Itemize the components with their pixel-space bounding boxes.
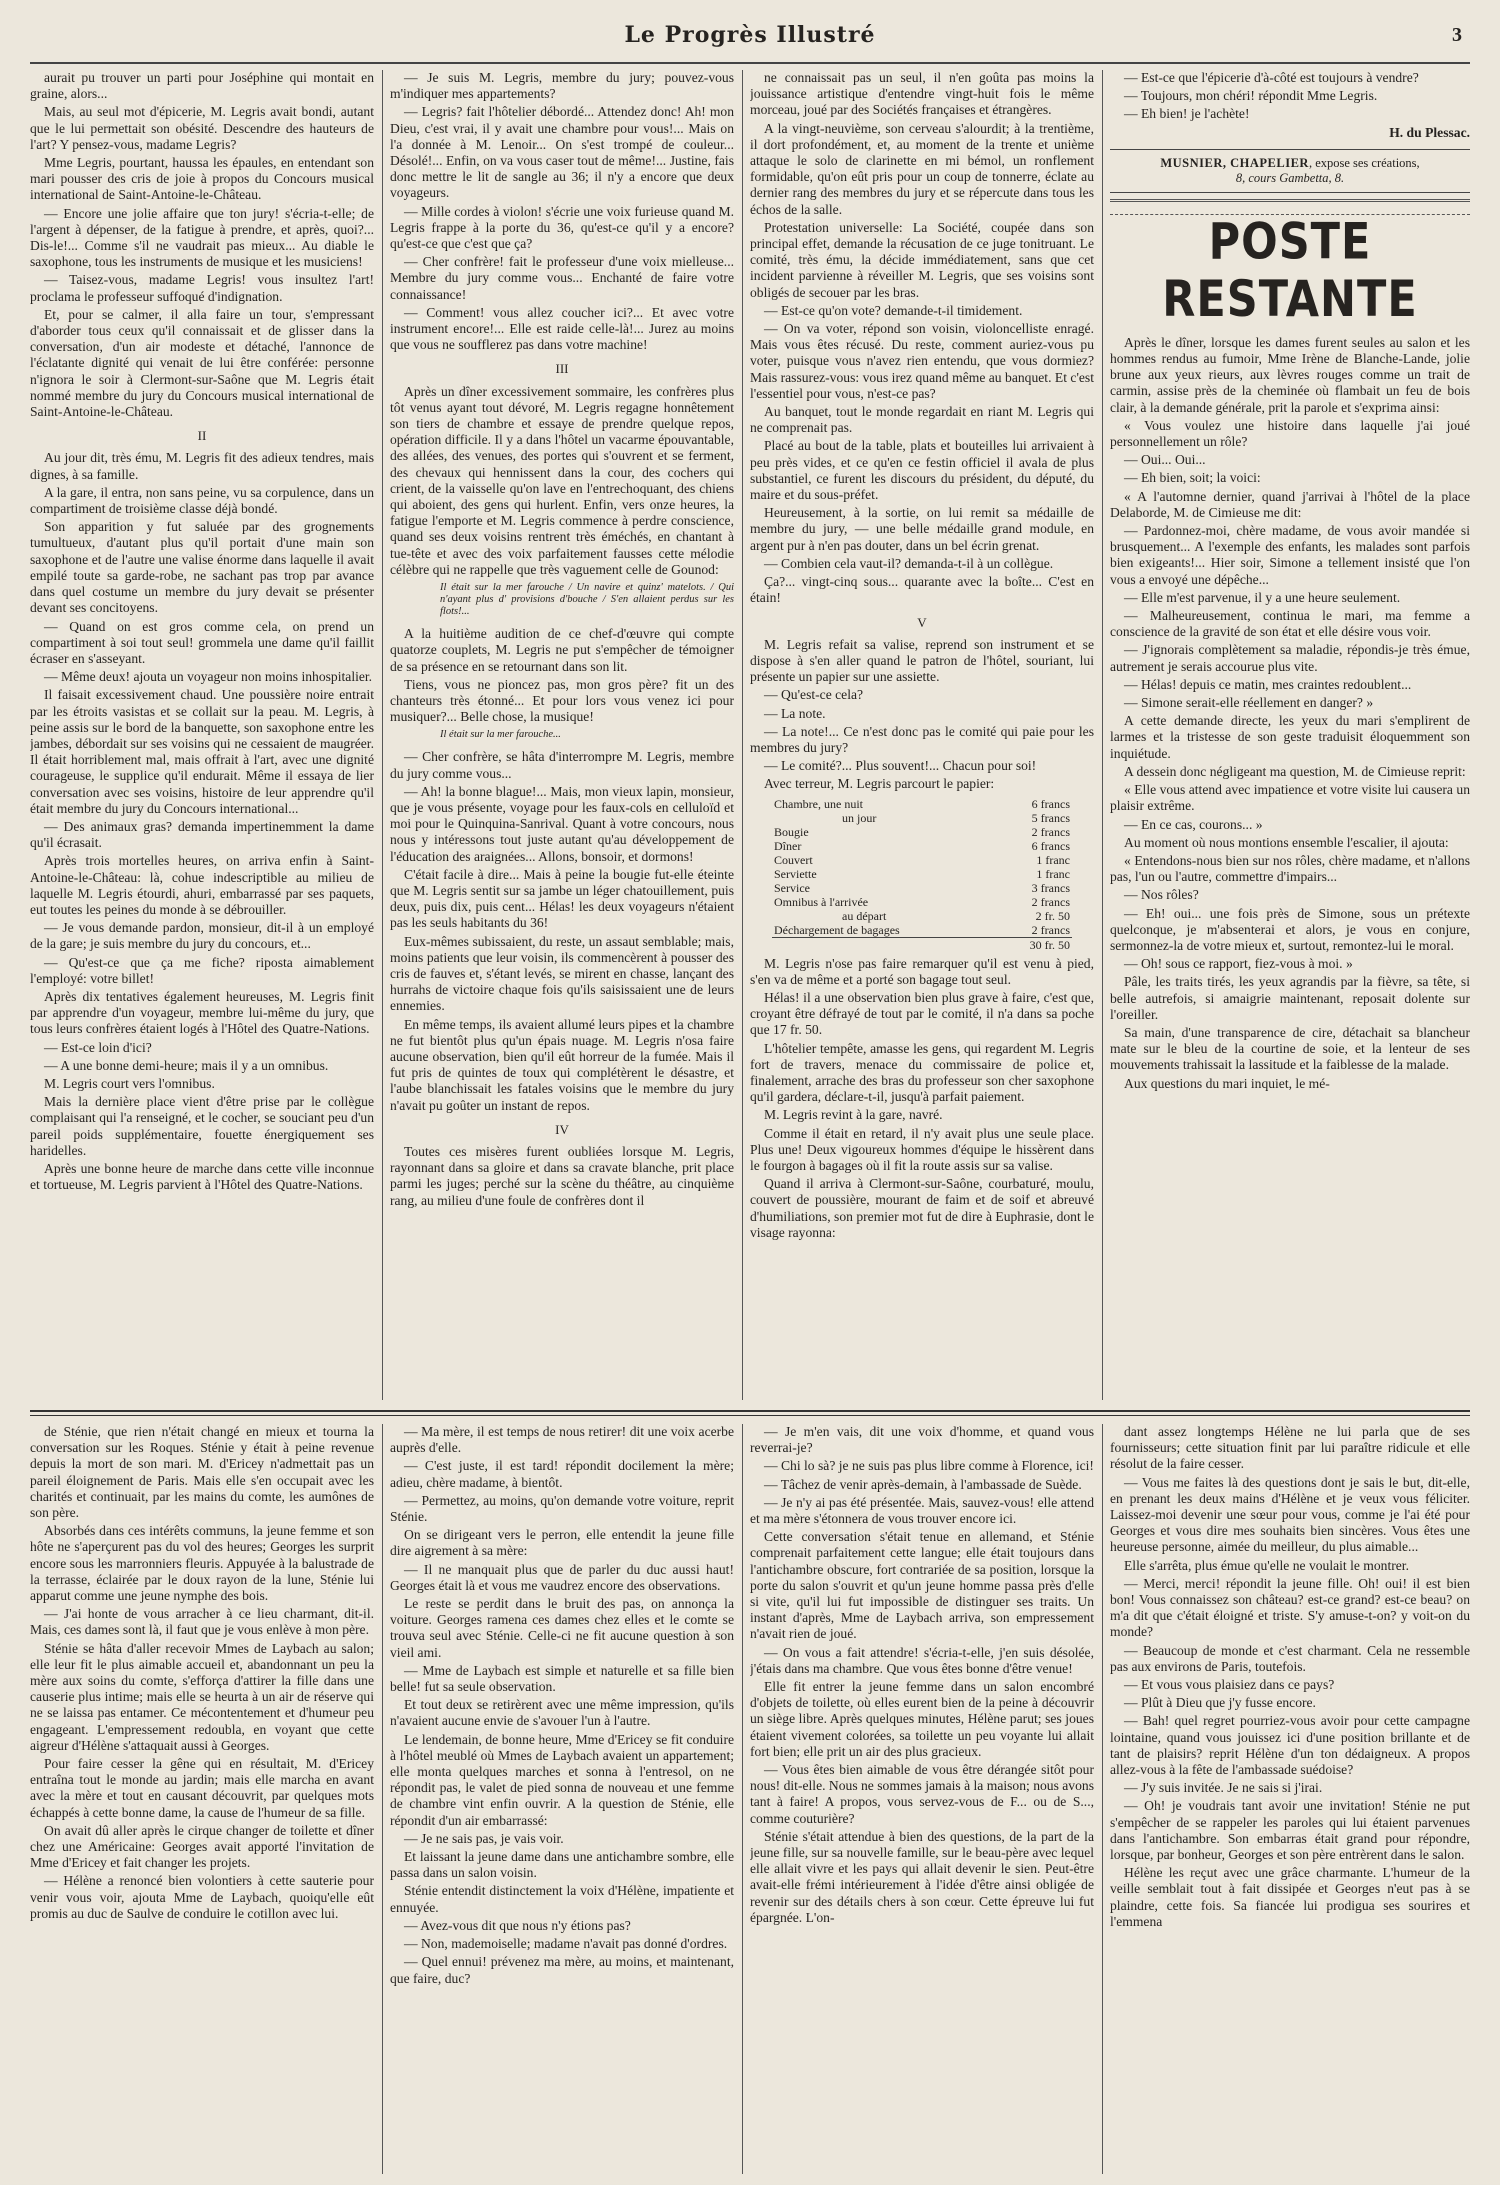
paragraph: — Permettez, au moins, qu'on demande votre voiture, reprit Sténie. [390, 1492, 734, 1525]
hotel-bill [772, 797, 1072, 952]
newspaper-title: Le Progrès Illustré [624, 22, 876, 48]
paragraph: dant assez longtemps Hélène ne lui parla que de ses fournisseurs; cette situation finit par lui paraître ridicule et elle résolut de la faire cesser. [1110, 1424, 1470, 1472]
paragraph: « Vous voulez une histoire dans laquelle j'ai joué personnellement un rôle? [1110, 417, 1470, 450]
paragraph: Quand il arriva à Clermont-sur-Saône, courbaturé, moulu, couvert de poussière, mourant de faim et de soif et abreuvé d'humiliations, son premier mot fut de dire à Euphrasie, dont le visage rayonna: [750, 1176, 1094, 1240]
paragraph: Mais la dernière place vient d'être prise par le collègue complaisant qui l'a renseigné, et le cocher, se souciant peu d'un pareil poids supplémentaire, fouette énergiquement ses haridelles. [30, 1094, 374, 1158]
bill-price: 2 francs [1031, 922, 1070, 937]
paragraph: — Chi lo sà? je ne suis pas plus libre comme à Florence, ici! [764, 1458, 1094, 1474]
paragraph: Pâle, les traits tirés, les yeux agrandis par la fièvre, sa tête, si belle autrefois, si amaigrie maintenant, reposait dolente sur l'oreiller. [1110, 974, 1470, 1022]
bill-item: au départ [842, 908, 887, 923]
paragraph: de Sténie, que rien n'était changé en mieux et tourna la conversation sur les Roques. Sténie y était à peine revenue depuis la mort de son mari. M. d'Ericey n'admettait pas un pareil éloignement de Paris. Mais elle s'en occupait avec les charités et continuait, par les mains du comte, les aumônes de son père. [30, 1424, 374, 1521]
paragraph: « A l'automne dernier, quand j'arrivai à l'hôtel de la place Delaborde, M. de Cimieuse me dit: [1110, 488, 1470, 520]
paragraph: — Hélas! depuis ce matin, mes craintes redoublent... [1124, 676, 1412, 692]
paragraph: — Des animaux gras? demanda impertinemment la dame qu'il écrasait. [30, 818, 374, 851]
paragraph: — Comment! vous allez coucher ici?... Et avec votre instrument encore!... Elle est raide celle-là!... Jurez au moins que vous ne soufflerez pas dans votre machine! [390, 304, 734, 353]
paragraph: M. Legris n'ose pas faire remarquer qu'il est venu à pied, s'en va de même et a porté son bagage tout seul. [750, 955, 1094, 987]
paragraph: — Qu'est-ce cela? [764, 687, 864, 703]
bill-total: 30 fr. 50 [996, 937, 1072, 952]
paragraph: Heureusement, à la sortie, on lui remit sa médaille de membre du jury, — une belle médaille grand module, en argent pur à n'en pas douter, dans un bel écrin grenat. [750, 505, 1094, 553]
paragraph: — Mme de Laybach est simple et naturelle et sa fille bien belle! fut sa seule observation. [390, 1662, 734, 1695]
bill-price: 3 francs [1031, 880, 1070, 895]
paragraph: Après dix tentatives également heureuses, M. Legris finit par apprendre d'un voyageur, membre lui-même du jury, que tous leurs confrères étaient logés à l'Hôtel des Quatre-Nations. [30, 988, 374, 1037]
bottom-column-4 [1110, 1424, 1470, 2174]
paragraph: — Combien cela vaut-il? demanda-t-il à un collègue. [764, 555, 1054, 571]
masthead [30, 14, 1470, 64]
paragraph: Au moment où nous montions ensemble l'escalier, il ajouta: [1124, 834, 1449, 850]
column-rule [1102, 1424, 1103, 2174]
paragraph: Son apparition y fut saluée par des grognements tumultueux, d'autant plus qu'il portait d'une main son saxophone et de l'autre une valise énorme dans laquelle il avait empilé toute sa garde-robe, ne sachant pas trop par avance dans quel costume un membre du jury devait se présenter devant ses concitoyens. [30, 519, 374, 616]
paragraph: Sténie entendit distinctement la voix d'Hélène, impatiente et ennuyée. [390, 1883, 734, 1915]
paragraph: Et, pour se calmer, il alla faire un tour, s'empressant d'aborder tous ceux qu'il connaissait et de glisser dans la conversation, d'un air modeste et détaché, l'annonce de l'éclatante dignité qui venait de lui être conférée: personne n'ignora le soir à Clermont-sur-Saône que M. Legris était nommé membre du jury du Concours musical international de Saint-Antoine-le-Château. [30, 306, 374, 420]
paragraph: Sténie se hâta d'aller recevoir Mmes de Laybach au salon; elle leur fit le plus aimable accueil et, abandonnant un peu la mère aux soins du comte, s'efforça d'attirer la fille dans une causerie plus intime; mais elle se heurta à un air de réserve qui ne se laissa pas entamer. Ce mécontentement et d'humeur peu engageant. L'empressement redoubla, en voyant que cette aigreur d'Hélène s'attaquait aussi à Georges. [30, 1640, 374, 1753]
paragraph: — Elle m'est parvenue, il y a une heure seulement. [1124, 589, 1401, 605]
top-column-4 [1110, 70, 1470, 1400]
paragraph: Elle fit entrer la jeune femme dans un salon encombré d'objets de toilette, où elles eurent bien de la peine à découvrir un siège libre. Après quelques minutes, Hélène parut; ses joues étaient vivement colorées, sa toilette un peu voyante lui allait fort bien; elle prit un air des plus gracieux. [750, 1679, 1094, 1759]
ad-text: , expose ses créations, [1308, 155, 1420, 170]
paragraph: — Legris? fait l'hôtelier débordé... Attendez donc! Ah! mon Dieu, c'est vrai, il y avait une chambre pour vous!... Mais on l'a donnée à M. Lenoir... On s'est trompé de couleur... Désolé!... Enfin, on va vous caser tout de même!... Justine, fais donc mettre le lit de sangle au 36; il n'y a encore que deux voyageurs. [390, 104, 734, 201]
paragraph: — Ah! la bonne blague!... Mais, mon vieux lapin, monsieur, que je vous présente, voyage pour les faux-cols en celluloïd et moi pour le Quinquina-Sanrival. Quant à votre concours, nous nous y intéressons tout juste autant qu'au développement de l'éducation des araignées... Allons, bonsoir, et dormons! [390, 783, 734, 864]
paragraph: — Vous êtes bien aimable de vous être dérangée sitôt pour nous! dit-elle. Nous ne sommes jamais à la maison; nous avons tant à faire! A propos, vous servez-vous de F... ou de S..., comme couturière? [750, 1762, 1094, 1826]
paragraph: — Avez-vous dit que nous n'y étions pas? [404, 1917, 631, 1933]
bill-price: 2 fr. 50 [1035, 908, 1070, 923]
paragraph: M. Legris revint à la gare, navré. [764, 1107, 943, 1123]
paragraph: Au jour dit, très ému, M. Legris fit des adieux tendres, mais dignes, à sa famille. [30, 450, 374, 482]
paragraph: Et tout deux se retirèrent avec une même impression, qu'ils n'avaient aucune envie de s'avouer l'un à l'autre. [390, 1697, 734, 1729]
bill-price: 1 franc [1036, 852, 1070, 867]
paragraph: — Oh! sous ce rapport, fiez-vous à moi. » [1124, 956, 1353, 972]
paragraph: — On vous a fait attendre! s'écria-t-elle, j'en suis désolée, j'étais dans ma chambre. Que vous êtes bonne d'être venue! [750, 1644, 1094, 1676]
paragraph: — Nos rôles? [1124, 887, 1199, 903]
paragraph: Absorbés dans ces intérêts communs, la jeune femme et son hôte ne s'aperçurent pas du vol des heures; Georges les surprit encore sous les marronniers fleuris. Appuyée à la balustrade de la terrasse, éclairée par le doux rayon de la lune, Sténie lui apparut comme une jeune nymphe des bois. [30, 1523, 374, 1604]
bill-row [772, 923, 1072, 938]
paragraph: Après un dîner excessivement sommaire, les confrères plus tôt venus ayant tout dévoré, M. Legris regagne honnêtement son tiers de chambre et essaye de prendre quelque repos, opération difficile. Il y a dans l'hôtel un vacarme épouvantable, des allées, des venues, des portes qui s'ouvrent et se ferment, des chevaux qui hennissent dans la cour, des cochers qui crient, de la vaisselle qu'on lave en l'entrechoquant, des chiens qui aboient, des gens qui hurlent. Enfin, vers onze heures, la fatigue l'emporte et M. Legris commence à perdre conscience, quand ses deux voisins rentrent très éméchés, en chantant à tue-tête et avec des voix parfaitement fausses cette mélodie célèbre qui ne rappelle que très vaguement celle de Gounod: [390, 383, 734, 577]
paragraph: C'était facile à dire... Mais à peine la bougie fut-elle éteinte que M. Legris sentit sur sa jambe un léger chatouillement, puis deux, puis dix, puis cent... Hélas! les deux voyageurs n'étaient pas les seuls habitants du 36! [390, 866, 734, 931]
paragraph: — Non, mademoiselle; madame n'avait pas donné d'ordres. [404, 1936, 728, 1952]
paragraph: On se dirigeant vers le perron, elle entendit la jeune fille dire aigrement à sa mère: [390, 1527, 734, 1559]
column-rule [382, 70, 383, 1400]
paragraph: Pour faire cesser la gêne qui en résultait, M. d'Ericey entraîna tout le monde au jardin; mais elle marcha en avant avec la mère et tout en causant découvrit, par quelques mots échappés à cette bonne dame, la cause de l'humeur de sa fille. [30, 1756, 374, 1820]
paragraph: Mme Legris, pourtant, haussa les épaules, en entendant son mari pousser des cris de joie à propos du Concours musical international de Saint-Antoine-le-Château. [30, 155, 374, 203]
paragraph: A la gare, il entra, non sans peine, vu sa corpulence, dans un compartiment de troisième classe déjà bondé. [30, 484, 374, 517]
author-signature: H. du Plessac. [1389, 124, 1470, 140]
top-column-1 [30, 70, 374, 1400]
paragraph: Elle s'arrêta, plus émue qu'elle ne voulait le montrer. [1124, 1557, 1409, 1573]
paragraph: A dessein donc négligeant ma question, M. de Cimieuse reprit: [1124, 763, 1466, 779]
paragraph: — Cher confrère, se hâta d'interrompre M. Legris, membre du jury comme vous... [390, 749, 734, 781]
paragraph: — On va voter, répond son voisin, violoncelliste enragé. Mais vous êtes récusé. Du reste, comment auriez-vous pu voter, puisque vous n'avez rien entendu, que vous dormiez? Mais rassurez-vous: vous irez quand même au banquet. Et c'est l'essentiel pour vous, n'est-ce pas? [750, 321, 1094, 401]
paragraph: ne connaissait pas un seul, il n'en goûta pas moins la jouissance artistique d'entendre vingt-huit fois le même morceau, joué par des Sociétés françaises et étrangères. [750, 70, 1094, 118]
column-rule [1102, 70, 1103, 1400]
paragraph: Hélas! il a une observation bien plus grave à faire, c'est que, croyant être défrayé de tout par le comité, il n'a dans sa poche que 17 fr. 50. [750, 989, 1094, 1038]
bill-price: 1 franc [1036, 866, 1070, 881]
paragraph: Après le dîner, lorsque les dames furent seules au salon et les hommes rendus au fumoir, Mme Irène de Blanche-Lande, jolie brune aux yeux rieurs, aux lèvres rouges comme un trait de carmin, assise près de la cheminée où flambait un feu de bois clair, à la demande générale, prit la parole et s'exprima ainsi: [1110, 334, 1470, 415]
bill-row [772, 909, 1072, 923]
paragraph: — Je suis M. Legris, membre du jury; pouvez-vous m'indiquer mes appartements? [390, 70, 734, 102]
paragraph: — Eh bien! je l'achète! [1124, 106, 1250, 122]
column-rule [742, 70, 743, 1400]
bill-item: un jour [842, 810, 877, 825]
bill-item: Serviette [774, 866, 817, 881]
paragraph: Aux questions du mari inquiet, le mé- [1124, 1075, 1330, 1091]
page-number: 3 [1452, 24, 1462, 46]
paragraph: On avait dû aller après le cirque changer de toilette et dîner chez une Américaine: Georges avait apporté l'invitation de Mme d'Ericey et fait changer les projets. [30, 1822, 374, 1871]
section-divider [30, 1410, 1470, 1412]
paragraph: Le lendemain, de bonne heure, Mme d'Ericey se fit conduire à l'hôtel meublé où Mmes de Laybach avaient un appartement; elle monta quelques marches et sonna à l'entresol, on ne répondit pas, le valet de pied sonna de nouveau et une femme de chambre vint enfin ouvrir. A la question de Sténie, elle répondit d'un air embarrassé: [390, 1731, 734, 1828]
paragraph: — Taisez-vous, madame Legris! vous insultez l'art! proclama le professeur suffoqué d'indignation. [30, 272, 374, 304]
bill-row [772, 881, 1072, 895]
paragraph: — J'ai honte de vous arracher à ce lieu charmant, dit-il. Mais, ces dames sont là, il faut que je vous enlève à mon père. [30, 1606, 374, 1638]
paragraph: A cette demande directe, les yeux du mari s'emplirent de larmes et la tristesse de son geste traduisit éloquemment son inquiétude. [1110, 713, 1470, 761]
song-lyrics: Il était sur la mer farouche / Un navire et quinz' matelots. / Qui n'ayant plus d' provisions d'bouche / S'en allaient perdus sur les flots!... [440, 582, 734, 618]
paragraph: — Merci, merci! répondit la jeune fille. Oh! oui! il est bien bon! Vous connaissez son château? est-ce grand? est-ce beau? on m'a dit que c'était éloigné et triste. S'y amuse-t-on? y voit-on du monde? [1110, 1575, 1470, 1640]
paragraph: — Qu'est-ce que ça me fiche? riposta aimablement l'employé: votre billet! [30, 954, 374, 986]
paragraph: — Quand on est gros comme cela, on prend un compartiment à soi tout seul! grommela une dame qu'il faillit écraser en s'asseyant. [30, 618, 374, 666]
bill-row [772, 811, 1072, 825]
paragraph: M. Legris refait sa valise, reprend son instrument et se dispose à s'en aller quand le patron de l'hôtel, souriant, lui présente un papier sur une assiette. [750, 636, 1094, 685]
section-number: V [917, 614, 927, 630]
story-part-before-bill [750, 70, 1094, 793]
paragraph: — Est-ce que l'épicerie d'à-côté est toujours à vendre? [1124, 70, 1419, 85]
column-rule [382, 1424, 383, 2174]
paragraph: — J'y suis invitée. Je ne sais si j'irai. [1124, 1780, 1323, 1796]
paragraph: — Est-ce qu'on vote? demande-t-il timidement. [764, 302, 1023, 318]
paragraph: — Eh! oui... une fois près de Simone, sous un prétexte quelconque, je m'absenterai et alors, je vous en conjure, sermonnez-la de votre mieux et, surtout, remontez-lui le moral. [1110, 905, 1470, 953]
paragraph: — Oui... Oui... [1124, 452, 1206, 468]
section-number: II [197, 428, 207, 444]
poste-restante-text [1110, 335, 1470, 1092]
paragraph: — Pardonnez-moi, chère madame, de vous avoir mandée si brusquement... A l'exemple des enfants, les malades sont parfois bien exigeants!... Hier soir, Simone a tellement insisté que l'on vous a envoyé une dépêche... [1110, 523, 1470, 587]
paragraph: — A une bonne demi-heure; mais il y a un omnibus. [44, 1057, 329, 1073]
bill-total-row [772, 937, 1072, 952]
bill-price: 6 francs [1031, 838, 1070, 853]
paragraph: — Encore une jolie affaire que ton jury! s'écria-t-elle; de l'argent à dépenser, de la fatigue à prendre, et après, quoi?... Dis-le!... Comme s'il ne vaudrait pas mieux... Au diable le saxophone, tous les instruments de musique et les musiciens! [30, 205, 374, 270]
ad-address: 8, cours Gambetta, 8. [1235, 170, 1345, 185]
column-rule [742, 1424, 743, 2174]
section-divider [30, 1415, 1470, 1416]
paragraph: — Bah! quel regret pourriez-vous avoir pour cette campagne lointaine, quand vous jouissez ici d'une position brillante et de tant de plaisirs? reprit Hélène d'un ton dédaigneux. A propos allez-vous à la fête de l'ambassade suédoise? [1110, 1713, 1470, 1778]
paragraph: « Entendons-nous bien sur nos rôles, chère madame, et n'allons pas, l'un ou l'autre, commettre d'impairs... [1110, 852, 1470, 885]
song-lyrics: Il était sur la mer farouche... [440, 729, 561, 741]
paragraph: — La note!... Ce n'est donc pas le comité qui paie pour les membres du jury? [750, 723, 1094, 755]
paragraph: Tiens, vous ne pioncez pas, mon gros père? fit un des chanteurs très étonné... Et pour lors vous venez ici pour musiquer?... Belle chose, la musique! [390, 676, 734, 725]
headline: POSTE RESTANTE [1162, 213, 1418, 329]
top-column-3 [750, 70, 1094, 1400]
paragraph: — Beaucoup de monde et c'est charmant. Cela ne ressemble pas aux environs de Paris, toutefois. [1110, 1642, 1470, 1674]
paragraph: — Cher confrère! fait le professeur d'une voix mielleuse... Membre du jury comme vous... Enchanté de faire votre connaissance! [390, 254, 734, 302]
paragraph: — Est-ce loin d'ici? [44, 1039, 152, 1055]
bill-item: Chambre, une nuit [774, 796, 863, 811]
section-number: III [555, 361, 569, 377]
paragraph: Sa main, d'une transparence de cire, détachait sa blancheur mate sur le bleu de la courtine de soie, et la lenteur de ses mouvements trahissait la lassitude et la faiblesse de la malade. [1110, 1024, 1470, 1073]
story-ending [1110, 70, 1470, 123]
paragraph: Le reste se perdit dans le bruit des pas, on annonça la voiture. Georges ramena ces dames chez elles et le comte se trouva seul avec Sténie. Celle-ci ne fit aucune question à son vieil ami. [390, 1596, 734, 1660]
bill-row [772, 867, 1072, 881]
bill-item: Dîner [774, 838, 802, 853]
paragraph: A la vingt-neuvième, son cerveau s'alourdit; à la trentième, il dort profondément, et, au moment de la trente et unième attaque le solo de clarinette en mi bémol, un ronflement formidable, qu'on eût pris pour un coup de tonnerre, éclate au dernier rang des membres du jury et se répercute dans tous les échos de la salle. [750, 120, 1094, 217]
bill-row [772, 797, 1072, 811]
bill-item: Bougie [774, 824, 809, 839]
paragraph: — Le comité?... Plus souvent!... Chacun pour soi! [764, 758, 1037, 774]
paragraph: — Quel ennui! prévenez ma mère, au moins, et maintenant, que faire, duc? [390, 1954, 734, 1986]
paragraph: — Plût à Dieu que j'y fusse encore. [1124, 1695, 1316, 1711]
paragraph: — Je vous demande pardon, monsieur, dit-il à un employé de la gare; je suis membre du jury du concours, et... [30, 920, 374, 952]
paragraph: — Et vous vous plaisiez dans ce pays? [1124, 1677, 1335, 1693]
paragraph: — Simone serait-elle réellement en danger? » [1124, 695, 1374, 711]
paragraph: Il faisait excessivement chaud. Une poussière noire entrait par les étroits vasistas et se collait sur la peau. M. Legris, à peine assis sur le bord de la banquette, son saxophone entre les jambes, débordait sur ses voisins qui ne cessaient de maugréer. Il était horriblement mal, mais offrait à l'art, avec une dignité courageuse, le supplice qu'il endurait. Même il essaya de lier conversation avec ses voisins, histoire de leur apprendre qu'il était membre du jury du Concours international... [30, 687, 374, 816]
paragraph: — Je ne sais pas, je vais voir. [404, 1830, 564, 1846]
paragraph: — Toujours, mon chéri! répondit Mme Legris. [1124, 88, 1378, 104]
paragraph: — Vous me faites là des questions dont je sais le but, dit-elle, en prenant les deux mains d'Hélène et je veux vous féliciter. Laissez-moi devenir une sœur pour vous, comme je l'ai été pour Georges et vous dire mes souhaits bien sincères. Vous êtes une heureuse personne, aimée du meilleur, du plus aimable... [1110, 1474, 1470, 1555]
paragraph: — Mille cordes à violon! s'écrie une voix furieuse quand M. Legris frappe à la porte du 36, qu'est-ce qu'il y a encore? qu'est-ce que c'est que ça? [390, 203, 734, 252]
paragraph: — Même deux! ajouta un voyageur non moins inhospitalier. [44, 669, 373, 685]
paragraph: — En ce cas, courons... » [1124, 816, 1263, 832]
paragraph: Comme il était en retard, il n'y avait plus une seule place. Plus une! Deux vigoureux hommes d'équipe le hissèrent dans le fourgon à bagages où il fit la route assis sur sa valise. [750, 1125, 1094, 1173]
bill-item: Déchargement de bagages [774, 922, 900, 937]
paragraph: — Tâchez de venir après-demain, à l'ambassade de Suède. [764, 1476, 1082, 1492]
bill-item: Omnibus à l'arrivée [774, 894, 869, 909]
paragraph: — Eh bien, soit; la voici: [1124, 470, 1261, 486]
paragraph: — Hélène a renoncé bien volontiers à cette sauterie pour venir vous voir, ajouta Mme de Laybach, quoiqu'elle eût promis au duc de Saulve de conduire le cotillon avec lui. [30, 1873, 374, 1921]
paragraph: — Oh! je voudrais tant avoir une invitation! Sténie ne put s'empêcher de se rappeler les paroles qui lui étaient parvenues dans l'antichambre. Son embarras était grand pour répondre, lorsque, par bonheur, Georges et son père entrèrent dans le salon. [1110, 1798, 1470, 1863]
paragraph: Eux-mêmes subissaient, du reste, un assaut semblable; mais, moins patients que leur voisin, ils commencèrent à pousser des cris de fauves et, s'étant levés, se mirent en chasse, lançant des hurrahs de victoire chaque fois qu'ils saisissaient une de leurs ennemies. [390, 933, 734, 1014]
bottom-column-3 [750, 1424, 1094, 2174]
paragraph: — Malheureusement, continua le mari, ma femme a conscience de la gravité de son état et elle désire vous voir. [1110, 608, 1470, 640]
paragraph: — J'ignorais complètement sa maladie, répondis-je très émue, autrement je serais accourue plus vite. [1110, 642, 1470, 674]
bill-item: Service [774, 880, 810, 895]
paragraph: Mais, au seul mot d'épicerie, M. Legris avait bondi, autant que le lui permettait son obésité. Descendre des hauteurs de l'art? Y pensez-vous, madame Legris? [30, 104, 374, 152]
paragraph: Placé au bout de la table, plats et bouteilles lui arrivaient à peu près vides, et ce qu'en ce festin officiel il avala de plus substantiel, ce furent les discours du président, du député, du maire et du sous-préfet. [750, 438, 1094, 503]
ornamental-divider [1110, 199, 1470, 215]
paragraph: Protestation universelle: La Société, coupée dans son principal effet, demande la récusation de ce juge tonitruant. Le comité, très ému, la décide immédiatement, sans que cet incident parvienne à réveiller M. Legris, que ses voisins sont obligés de secouer par les bras. [750, 219, 1094, 300]
paragraph: Au banquet, tout le monde regardait en riant M. Legris qui ne comprenait pas. [750, 404, 1094, 436]
paragraph: Et laissant la jeune dame dans une antichambre sombre, elle passa dans un salon voisin. [390, 1849, 734, 1881]
advertisement [1110, 149, 1470, 193]
paragraph: Avec terreur, M. Legris parcourt le papier: [764, 776, 995, 792]
bill-price: 2 francs [1031, 824, 1070, 839]
paragraph: Hélène les reçut avec une grâce charmante. L'humeur de la veille semblait tout à fait dissipée et Georges n'eut pas à se plaindre, cette fois. Sa fiancée lui prodigua ses sourires et l'emmena [1110, 1865, 1470, 1929]
paragraph: — La note. [764, 705, 826, 721]
bottom-column-1 [30, 1424, 374, 2174]
top-column-2 [390, 70, 734, 1400]
paragraph: Après trois mortelles heures, on arriva enfin à Saint-Antoine-le-Château: là, cohue indescriptible au milieu de laquelle M. Legris étourdi, ahuri, embarrassé par ses paquets, eut toutes les peines du monde à se débrouiller. [30, 853, 374, 917]
paragraph: L'hôtelier tempête, amasse les gens, qui regardent M. Legris fort de travers, menace du commissaire de police et, finalement, arrache des bras du professeur son cher saxophone qu'il gardera, déclare-t-il, jusqu'à parfait paiement. [750, 1040, 1094, 1105]
paragraph: M. Legris court vers l'omnibus. [44, 1075, 215, 1091]
paragraph: — Je m'en vais, dit une voix d'homme, et quand vous reverrai-je? [750, 1424, 1094, 1456]
bill-row [772, 853, 1072, 867]
paragraph: — Je n'y ai pas été présentée. Mais, sauvez-vous! elle attend et ma mère s'étonnera de vous trouver encore ici. [750, 1494, 1094, 1527]
paragraph: Ça?... vingt-cinq sous... quarante avec la boîte... C'est en étain! [750, 574, 1094, 606]
section-number: IV [555, 1121, 569, 1137]
paragraph: A la huitième audition de ce chef-d'œuvre qui compte quatorze couplets, M. Legris ne put s'empêcher de témoigner de sa présence en se retournant dans son lit. [390, 626, 734, 674]
bill-price: 6 francs [1031, 796, 1070, 811]
bill-price: 2 francs [1031, 894, 1070, 909]
paragraph: — C'est juste, il est tard! répondit docilement la mère; adieu, chère madame, à bientôt. [390, 1458, 734, 1490]
paragraph: aurait pu trouver un parti pour Joséphine qui montait en graine, alors... [30, 70, 374, 102]
bill-price: 5 francs [1031, 810, 1070, 825]
bill-row [772, 895, 1072, 909]
bottom-column-2 [390, 1424, 734, 2174]
ad-name: MUSNIER, CHAPELIER [1160, 155, 1309, 170]
bill-row [772, 825, 1072, 839]
paragraph: Sténie s'était attendue à bien des questions, de la part de la jeune fille, sur sa nouvelle famille, sur le beau-père avec lequel elle allait vivre et les pays qui allait devenir le sien. Peut-être avait-elle frémi intérieurement à l'idée d'être ainsi obligée de revenir sur des détails chers à son cœur. Cette épreuve lui fut épargnée. L'on- [750, 1828, 1094, 1925]
paragraph: — Il ne manquait plus que de parler du duc aussi haut! Georges était là et vous me vaudrez encore des observations. [390, 1561, 734, 1593]
paragraph: En même temps, ils avaient allumé leurs pipes et la chambre ne fut bientôt plus qu'un épais nuage. M. Legris n'osa faire aucune observation, bien qu'il eût horreur de la fumée. Mais il fut pris de quintes de toux qui complétèrent le désastre, et l'aube blanchissait les fatales voisins que le membre du jury n'avait pu goûter un instant de repos. [390, 1016, 734, 1113]
paragraph: Après une bonne heure de marche dans cette ville inconnue et tortueuse, M. Legris parvient à l'Hôtel des Quatre-Nations. [30, 1161, 374, 1193]
paragraph: « Elle vous attend avec impatience et votre visite lui causera un plaisir extrême. [1110, 782, 1470, 814]
bill-item: Couvert [774, 852, 813, 867]
paragraph: Toutes ces misères furent oubliées lorsque M. Legris, rayonnant dans sa gloire et dans sa cravate blanche, prit place parmi les juges; perché sur la scène du théâtre, au cinquième rang, au milieu d'une foule de confrères dont il [390, 1143, 734, 1208]
story-part-after-bill [750, 956, 1094, 1241]
paragraph: — Ma mère, il est temps de nous retirer! dit une voix acerbe auprès d'elle. [390, 1424, 734, 1456]
paragraph: Cette conversation s'était tenue en allemand, et Sténie comprenait parfaitement cette langue; elle était toujours dans l'antichambre obscure, fort contrariée de sa position, lorsque la porte du salon s'ouvrit et qu'un jeune homme passa près d'elle si vite, qu'il lui fut impossible de distinguer ses traits. Un instant d'après, Mme de Laybach arriva, son empressement n'avait rien de joué. [750, 1529, 1094, 1642]
bill-row [772, 839, 1072, 853]
